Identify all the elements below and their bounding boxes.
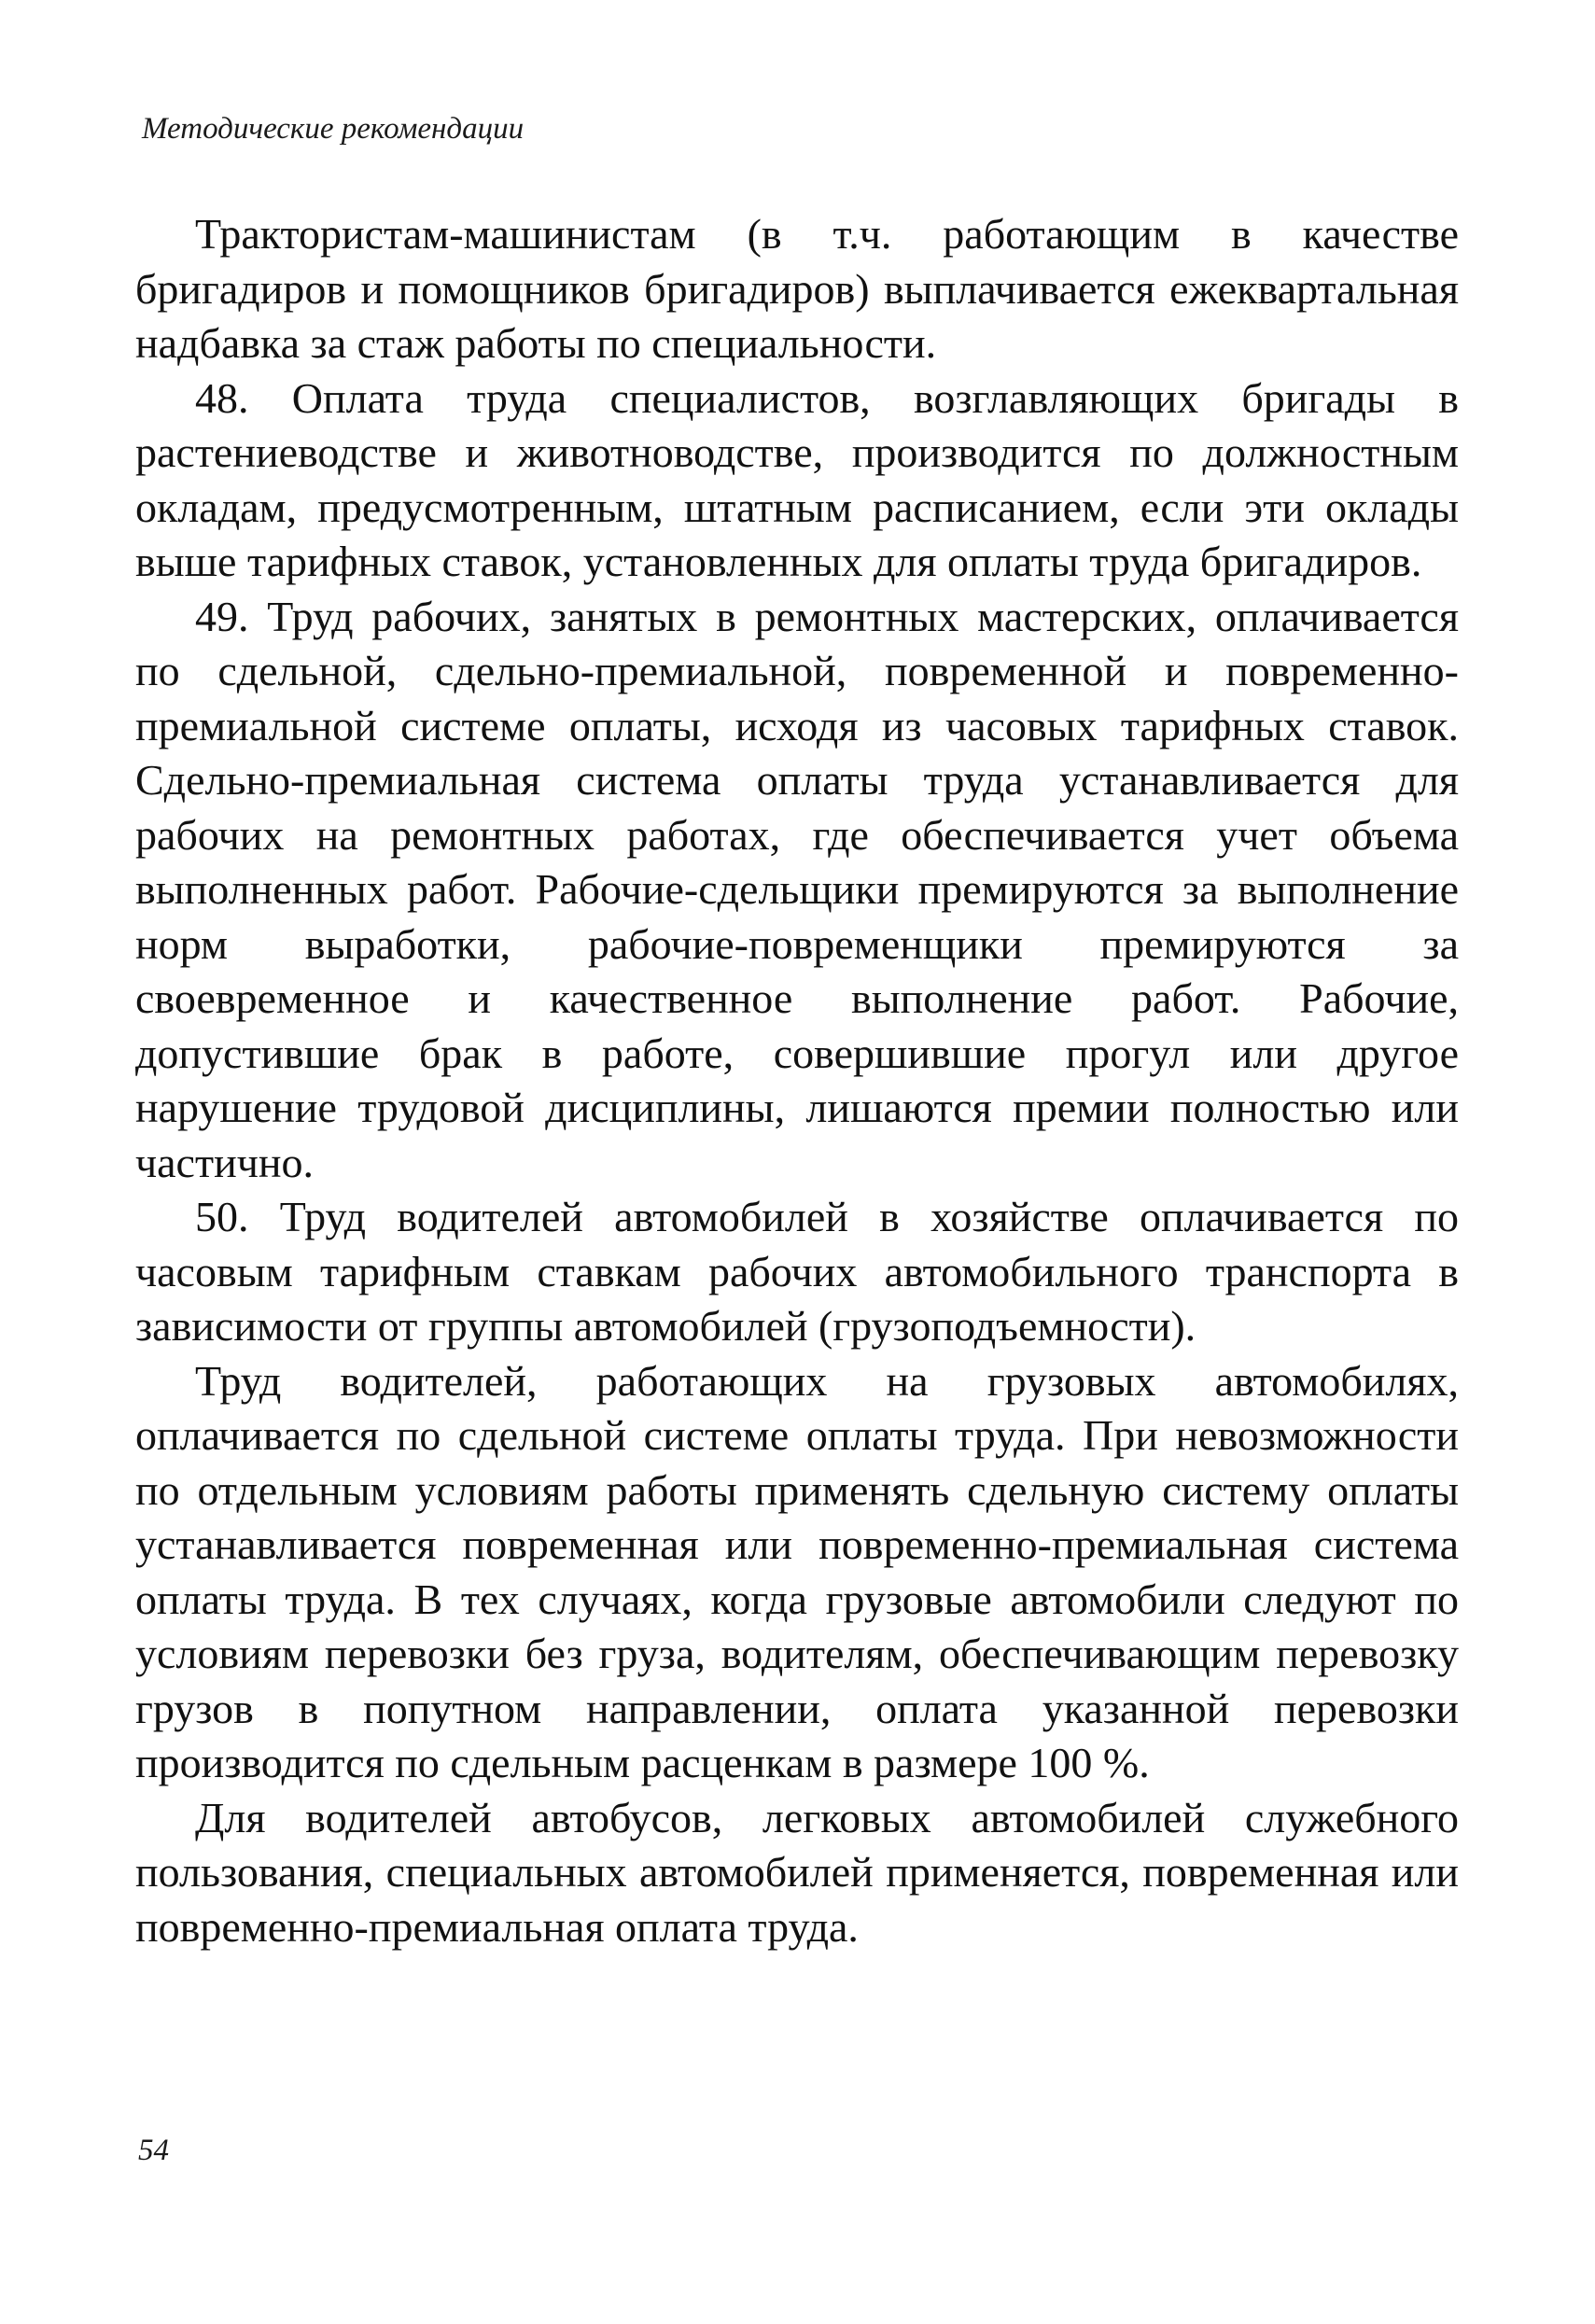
running-header: Методические рекомендации [142, 112, 525, 146]
paragraph-truck-drivers: Труд водителей, работающих на грузовых автомобилях, оплачивается по сдельной системе оплаты труда. При невозможности по отдельным условиям работы применять сдельную систему оплаты устанавливается повременная или повременно-премиальная система оплаты труда. В тех случаях, когда грузовые автомобили следуют по условиям перевозки без груза, водителям, обеспечивающим перевозку грузов в попутном направлении, оплата указанной перевозки производится по сдельным расценкам в размере 100 %. [135, 1356, 1459, 1786]
body-text [135, 207, 1459, 1954]
paragraph-tractor-drivers-bonus: Трактористам-машинистам (в т.ч. работающим в качестве бригадиров и помощников бригадиров) выплачивается ежеквартальная надбавка за стаж работы по специальности. [135, 210, 1459, 367]
paragraph-bus-car-drivers: Для водителей автобусов, легковых автомобилей служебного пользования, специальных автомобилей применяется, повременная или повременно-премиальная оплата труда. [135, 1793, 1459, 1951]
paragraph-49-repair-workshop-workers: 49. Труд рабочих, занятых в ремонтных мастерских, оплачивается по сдельной, сдельно-премиальной, повременной и повременно-премиальной системе оплаты, исходя из часовых тарифных ставок. Сдельно-премиальная система оплаты труда устанавливается для рабочих на ремонтных работах, где обеспечивается учет объема выполненных работ. Рабочие-сдельщики премируются за выполнение норм выработки, рабочие-повременщики премируются за своевременное и качественное выполнение работ. Рабочие, допустившие брак в работе, совершившие прогул или другое нарушение трудовой дисциплины, лишаются премии полностью или частично. [135, 592, 1459, 1186]
paragraph-50-car-drivers: 50. Труд водителей автомобилей в хозяйстве оплачивается по часовым тарифным ставкам рабочих автомобильного транспорта в зависимости от группы автомобилей (грузоподъемности). [135, 1193, 1459, 1350]
paragraph-48-brigade-specialists: 48. Оплата труда специалистов, возглавляющих бригады в растениеводстве и животноводстве, производится по должностным окладам, предусмотренным, штатным расписанием, если эти оклады выше тарифных ставок, установленных для оплаты труда бригадиров. [135, 373, 1459, 585]
page-number: 54 [138, 2134, 169, 2167]
